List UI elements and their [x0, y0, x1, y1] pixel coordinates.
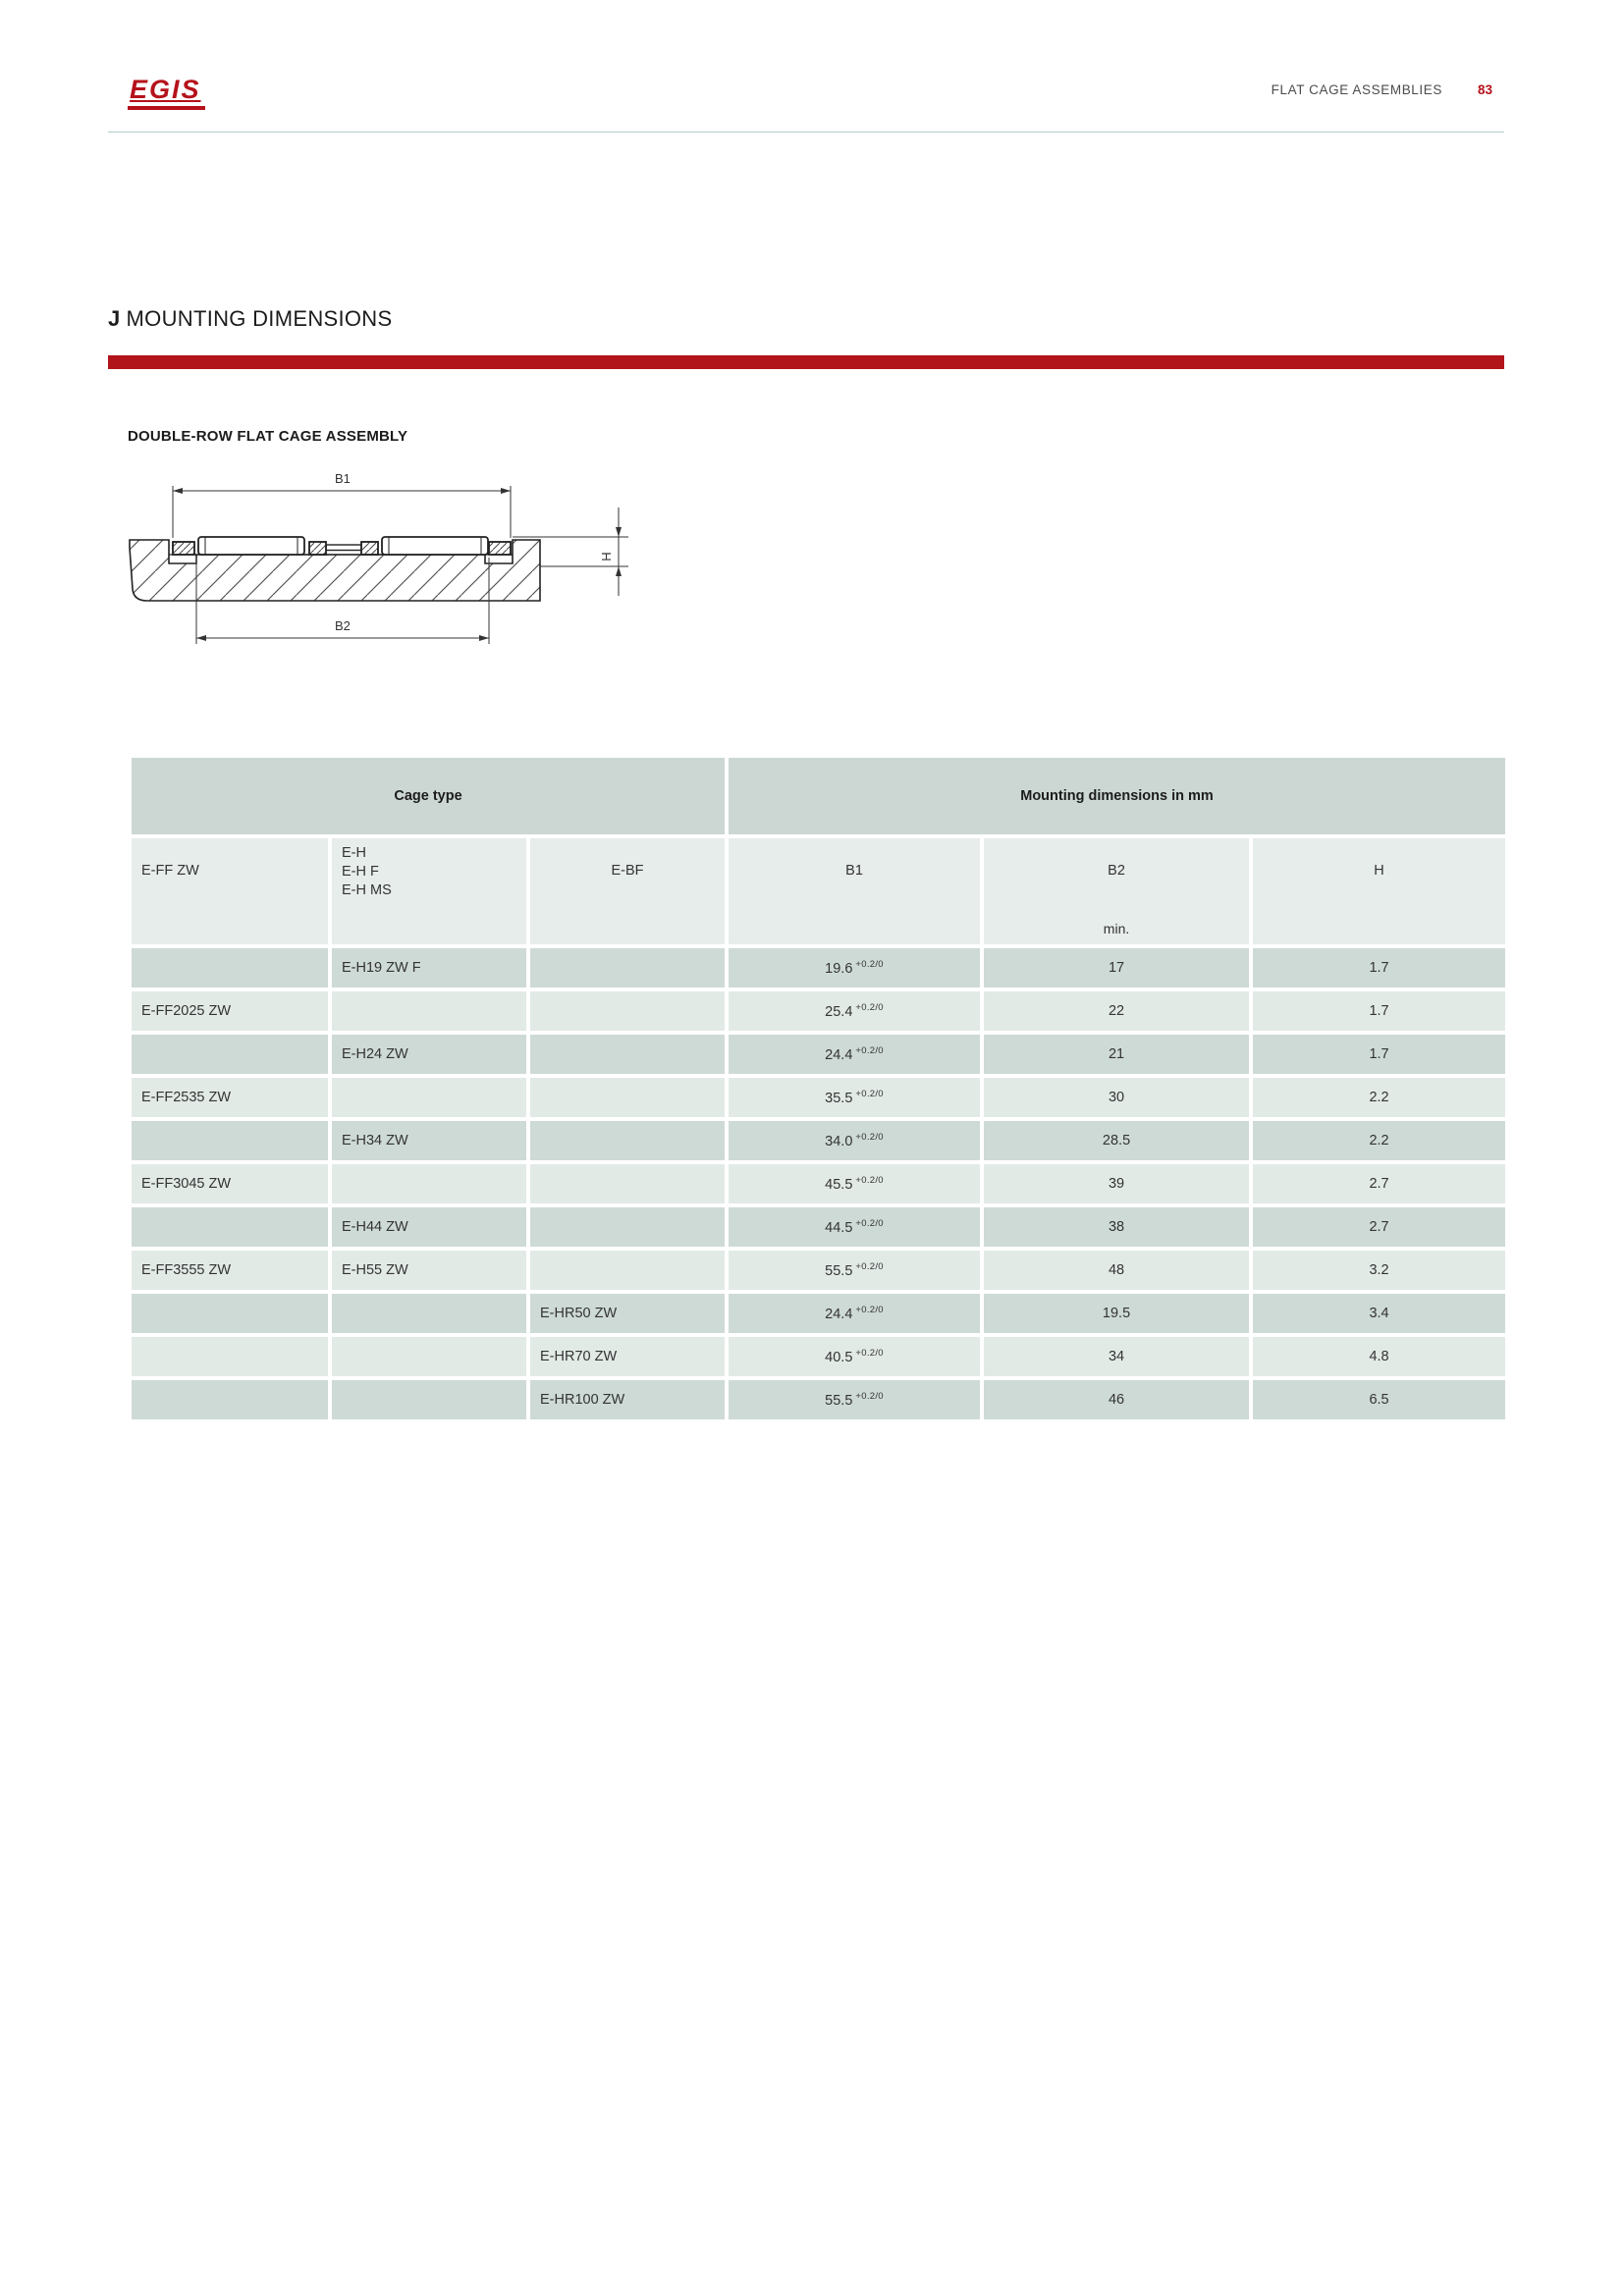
- cell-ff: [132, 948, 328, 988]
- label-h: H: [599, 552, 614, 561]
- e-h-line: E-H: [342, 845, 366, 861]
- table-subheader-row: [132, 838, 1505, 944]
- b1-tolerance: +0.2/0: [855, 1391, 884, 1403]
- cell-ff: [132, 1207, 328, 1247]
- cell-eh: E-H19 ZW F: [332, 948, 526, 988]
- cell-b1: 34.0 $^{+0.2/0}$: [729, 1121, 980, 1160]
- cell-h: 2.7: [1253, 1207, 1505, 1247]
- cell-b1: 19.6 $^{+0.2/0}$: [729, 948, 980, 988]
- b1-tolerance: +0.2/0: [855, 1305, 884, 1316]
- header-divider: [108, 132, 1504, 133]
- table-group-header-row: [132, 758, 1505, 834]
- cell-b1: 45.5 $^{+0.2/0}$: [729, 1164, 980, 1203]
- cell-b1: 40.5 $^{+0.2/0}$: [729, 1337, 980, 1376]
- col-header-e-bf: E-BF: [530, 838, 725, 944]
- col-header-e-ff-zw: E-FF ZW: [132, 838, 328, 944]
- cell-ff: E-FF3045 ZW: [132, 1164, 328, 1203]
- cell-eh: [332, 1078, 526, 1117]
- cell-b1: 24.4 $^{+0.2/0}$: [729, 1294, 980, 1333]
- b1-tolerance: +0.2/0: [855, 1045, 884, 1057]
- e-h-ms-line: E-H MS: [342, 882, 392, 898]
- table-row: [132, 1035, 1505, 1074]
- cell-b2: 34: [984, 1337, 1249, 1376]
- cell-b2: 38: [984, 1207, 1249, 1247]
- cell-ff: E-FF3555 ZW: [132, 1251, 328, 1290]
- page-number: 83: [1477, 82, 1492, 97]
- technical-drawing: [108, 454, 638, 660]
- section-letter: J: [108, 306, 121, 331]
- b1-tolerance: +0.2/0: [855, 1218, 884, 1230]
- cell-b1: 35.5 $^{+0.2/0}$: [729, 1078, 980, 1117]
- cell-b2: 28.5: [984, 1121, 1249, 1160]
- cell-ff: E-FF2025 ZW: [132, 991, 328, 1031]
- cell-b2: 21: [984, 1035, 1249, 1074]
- section-title: [108, 306, 392, 332]
- cell-h: 1.7: [1253, 948, 1505, 988]
- cell-ff: [132, 1380, 328, 1419]
- table-row: [132, 1207, 1505, 1247]
- b1-tolerance: +0.2/0: [855, 1089, 884, 1100]
- figure-caption: DOUBLE-ROW FLAT CAGE ASSEMBLY: [128, 428, 408, 445]
- cell-ff: [132, 1294, 328, 1333]
- cell-bf: [530, 948, 725, 988]
- b1-tolerance: +0.2/0: [855, 959, 884, 971]
- table-row: [132, 1294, 1505, 1333]
- cell-bf: [530, 1207, 725, 1247]
- section-rule: [108, 355, 1504, 369]
- table-row: [132, 948, 1505, 988]
- page-header: [1080, 82, 1492, 97]
- egis-logo: EGIS: [128, 75, 205, 110]
- dimension-b1: [173, 486, 511, 538]
- cell-b2: 17: [984, 948, 1249, 988]
- e-h-f-line: E-H F: [342, 864, 379, 880]
- cell-eh: [332, 1164, 526, 1203]
- cell-eh: [332, 991, 526, 1031]
- b1-tolerance: +0.2/0: [855, 1132, 884, 1144]
- label-b2: B2: [335, 618, 351, 633]
- cell-h: 3.2: [1253, 1251, 1505, 1290]
- cell-bf: [530, 1164, 725, 1203]
- section-text: MOUNTING DIMENSIONS: [126, 306, 393, 331]
- cell-bf: [530, 1078, 725, 1117]
- cell-ff: E-FF2535 ZW: [132, 1078, 328, 1117]
- group-header-cage-type: Cage type: [132, 758, 725, 834]
- cell-eh: [332, 1337, 526, 1376]
- cell-b2: 39: [984, 1164, 1249, 1203]
- cell-bf: E-HR70 ZW: [530, 1337, 725, 1376]
- table-row: [132, 1251, 1505, 1290]
- b1-tolerance: +0.2/0: [855, 1348, 884, 1360]
- cell-bf: [530, 1035, 725, 1074]
- cell-b1: 55.5 $^{+0.2/0}$: [729, 1251, 980, 1290]
- col-header-e-h: [332, 838, 526, 944]
- cell-b2: 46: [984, 1380, 1249, 1419]
- cell-b1: 55.5 $^{+0.2/0}$: [729, 1380, 980, 1419]
- cell-bf: [530, 991, 725, 1031]
- cell-h: 2.7: [1253, 1164, 1505, 1203]
- cell-ff: [132, 1035, 328, 1074]
- group-header-mounting-dimensions: Mounting dimensions in mm: [729, 758, 1505, 834]
- b1-tolerance: +0.2/0: [855, 1175, 884, 1187]
- b2-min-note: min.: [1103, 921, 1130, 936]
- cell-eh: E-H44 ZW: [332, 1207, 526, 1247]
- table-row: [132, 1121, 1505, 1160]
- table-row: [132, 1164, 1505, 1203]
- header-section-title: FLAT CAGE ASSEMBLIES: [1271, 82, 1442, 97]
- cell-h: 2.2: [1253, 1078, 1505, 1117]
- cell-bf: E-HR100 ZW: [530, 1380, 725, 1419]
- table-row: [132, 1380, 1505, 1419]
- cell-ff: [132, 1337, 328, 1376]
- b1-tolerance: +0.2/0: [855, 1002, 884, 1014]
- cell-h: 3.4: [1253, 1294, 1505, 1333]
- cell-eh: E-H34 ZW: [332, 1121, 526, 1160]
- cell-eh: [332, 1294, 526, 1333]
- cell-eh: [332, 1380, 526, 1419]
- cell-eh: E-H24 ZW: [332, 1035, 526, 1074]
- cell-h: 1.7: [1253, 991, 1505, 1031]
- cell-b1: 25.4 $^{+0.2/0}$: [729, 991, 980, 1031]
- cell-bf: [530, 1251, 725, 1290]
- table-row: [132, 1078, 1505, 1117]
- cage-joint: [309, 542, 378, 555]
- cell-b2: 48: [984, 1251, 1249, 1290]
- cell-h: 1.7: [1253, 1035, 1505, 1074]
- col-header-h: H: [1253, 838, 1505, 944]
- cell-h: 4.8: [1253, 1337, 1505, 1376]
- cell-b2: 22: [984, 991, 1249, 1031]
- cell-h: 6.5: [1253, 1380, 1505, 1419]
- col-header-b2: [984, 838, 1249, 944]
- b2-label: B2: [1108, 863, 1125, 879]
- cell-b2: 30: [984, 1078, 1249, 1117]
- col-header-b1: B1: [729, 838, 980, 944]
- cell-h: 2.2: [1253, 1121, 1505, 1160]
- cell-b1: 44.5 $^{+0.2/0}$: [729, 1207, 980, 1247]
- cell-eh: E-H55 ZW: [332, 1251, 526, 1290]
- b1-tolerance: +0.2/0: [855, 1261, 884, 1273]
- table-row: [132, 991, 1505, 1031]
- cell-ff: [132, 1121, 328, 1160]
- cell-bf: E-HR50 ZW: [530, 1294, 725, 1333]
- cell-bf: [530, 1121, 725, 1160]
- cell-b2: 19.5: [984, 1294, 1249, 1333]
- label-b1: B1: [335, 471, 351, 486]
- table-row: [132, 1337, 1505, 1376]
- mounting-dimensions-table: [128, 754, 1509, 1423]
- cell-b1: 24.4 $^{+0.2/0}$: [729, 1035, 980, 1074]
